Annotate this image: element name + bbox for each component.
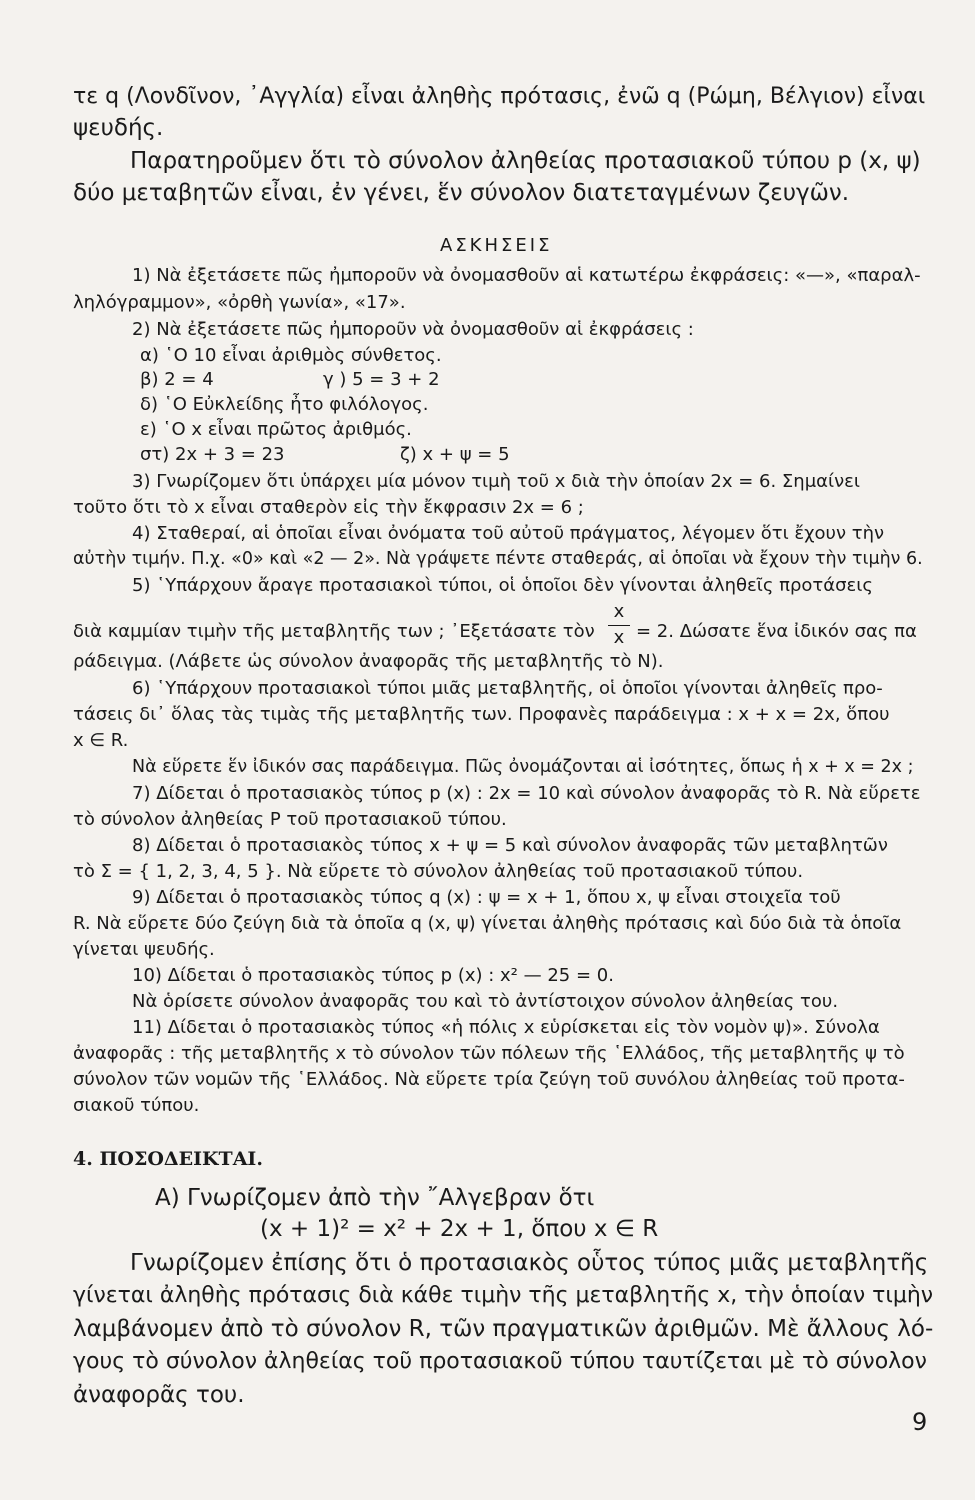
fraction-denominator: x <box>613 627 625 648</box>
exercise-line: 5) ῾Υπάρχουν ἄραγε προτασιακοὶ τύποι, οἱ ὁποῖοι δὲν γίνονται ἀληθεῖς προτάσεις <box>132 575 873 596</box>
section-subtitle: Α) Γνωρίζομεν ἀπὸ τὴν ῎Αλγεβραν ὅτι <box>155 1185 595 1211</box>
exercise-line: 7) Δίδεται ὁ προτασιακὸς τύπος p (x) : 2x = 10 καὶ σύνολον ἀναφορᾶς τὸ R. Νὰ εὕρετε <box>132 783 921 804</box>
fraction-numerator: x <box>613 601 625 622</box>
exercise-line: 11) Δίδεται ὁ προτασιακὸς τύπος «ἡ πόλις x εὑρίσκεται εἰς τὸν νομὸν ψ)». Σύνολα <box>132 1017 880 1038</box>
paragraph-line: Γνωρίζομεν ἐπίσης ὅτι ὁ προτασιακὸς οὗτος τύπος μιᾶς μεταβλητῆς <box>130 1250 929 1276</box>
exercise-line: = 2. Δώσατε ἕνα ἰδικόν σας πα <box>636 621 917 642</box>
exercise-line: 10) Δίδεται ὁ προτασιακὸς τύπος p (x) : x² — 25 = 0. <box>132 965 614 986</box>
intro-line: δύο μεταβητῶν εἶναι, ἐν γένει, ἕν σύνολον διατεταγμένων ζευγῶν. <box>73 180 850 206</box>
fraction-bar <box>608 625 630 626</box>
intro-line: Παρατηροῦμεν ὅτι τὸ σύνολον ἀληθείας προτασιακοῦ τύπου p (x, ψ) <box>130 148 921 174</box>
section-heading: 4. ΠΟΣΟΔΕΙΚΤΑΙ. <box>73 1148 263 1170</box>
exercise-line: α) ῾Ο 10 εἶναι ἀριθμὸς σύνθετος. <box>140 345 442 366</box>
exercise-line: 2) Νὰ ἐξετάσετε πῶς ἠμποροῦν νὰ ὀνομασθοῦν αἱ ἐκφράσεις : <box>132 319 694 340</box>
exercise-line: τὸ Σ = { 1, 2, 3, 4, 5 }. Νὰ εὕρετε τὸ σύνολον ἀληθείας τοῦ προτασιακοῦ τύπου. <box>73 861 804 882</box>
exercise-line: σιακοῦ τύπου. <box>73 1095 200 1116</box>
exercise-line: τὸ σύνολον ἀληθείας P τοῦ προτασιακοῦ τύπου. <box>73 809 507 830</box>
exercise-line: 4) Σταθεραί, αἱ ὁποῖαι εἶναι ὀνόματα τοῦ αὐτοῦ πράγματος, λέγομεν ὅτι ἔχουν τὴν <box>132 523 885 544</box>
exercise-line: R. Νὰ εὕρετε δύο ζεύγη διὰ τὰ ὁποῖα q (x, ψ) γίνεται ἀληθὴς πρότασις καὶ δύο διὰ τὰ ὁποῖα <box>73 913 902 934</box>
exercise-line: δ) ῾Ο Εὐκλείδης ἦτο φιλόλογος. <box>140 394 429 415</box>
exercise-line: Νὰ ὁρίσετε σύνολον ἀναφορᾶς του καὶ τὸ ἀντίστοιχον σύνολον ἀληθείας του. <box>132 991 839 1012</box>
exercise-line: 1) Νὰ ἐξετάσετε πῶς ἠμποροῦν νὰ ὀνομασθοῦν αἱ κατωτέρω ἐκφράσεις: «—», «παραλ- <box>132 265 921 286</box>
exercise-line: τοῦτο ὅτι τὸ x εἶναι σταθερὸν εἰς τὴν ἔκφρασιν 2x = 6 ; <box>73 497 584 518</box>
exercise-line: τάσεις δι᾿ ὅλας τὰς τιμὰς τῆς μεταβλητῆς των. Προφανὲς παράδειγμα : x + x = 2x, ὅπου <box>73 704 890 725</box>
exercise-line: ληλόγραμμον», «ὀρθὴ γωνία», «17». <box>73 292 406 313</box>
exercise-line: στ) 2x + 3 = 23 <box>140 444 285 465</box>
exercise-line: β) 2 = 4 <box>140 369 214 390</box>
intro-line: ψευδής. <box>73 115 164 141</box>
exercise-line: γ ) 5 = 3 + 2 <box>323 369 440 390</box>
paragraph-line: γίνεται ἀληθὴς πρότασις διὰ κάθε τιμὴν τῆς μεταβλητῆς x, τὴν ὁποίαν τιμὴν <box>73 1283 934 1308</box>
exercise-line: 6) ῾Υπάρχουν προτασιακοὶ τύποι μιᾶς μεταβλητῆς, οἱ ὁποῖοι γίνονται ἀληθεῖς προ- <box>132 678 883 699</box>
paragraph-line: ἀναφορᾶς του. <box>73 1382 245 1408</box>
exercise-line: 9) Δίδεται ὁ προτασιακὸς τύπος q (x) : ψ = x + 1, ὅπου x, ψ εἶναι στοιχεῖα τοῦ <box>132 887 841 908</box>
exercise-line: x ∈ R. <box>73 730 129 751</box>
exercise-line: σύνολον τῶν νομῶν τῆς ῾Ελλάδος. Νὰ εὕρετε τρία ζεύγη τοῦ συνόλου ἀληθείας τοῦ προτα- <box>73 1069 905 1090</box>
exercise-line: Νὰ εὕρετε ἕν ἰδικόν σας παράδειγμα. Πῶς ὀνομάζονται αἱ ἰσότητες, ὅπως ἡ x + x = 2x ; <box>132 757 914 777</box>
exercise-line: διὰ καμμίαν τιμὴν τῆς μεταβλητῆς των ; ᾿Εξετάσατε τὸν <box>73 621 595 642</box>
exercise-line: 8) Δίδεται ὁ προτασιακὸς τύπος x + ψ = 5 καὶ σύνολον ἀναφορᾶς τῶν μεταβλητῶν <box>132 835 888 856</box>
exercise-line: ε) ῾Ο x εἶναι πρῶτος ἀριθμός. <box>140 419 412 440</box>
paragraph-line: γους τὸ σύνολον ἀληθείας τοῦ προτασιακοῦ τύπου ταυτίζεται μὲ τὸ σύνολον <box>73 1349 927 1374</box>
exercises-title: ΑΣΚΗΣΕΙΣ <box>440 235 553 256</box>
exercise-line: ζ) x + ψ = 5 <box>400 444 510 465</box>
exercise-line: γίνεται ψευδής. <box>73 939 215 960</box>
formula: (x + 1)² = x² + 2x + 1, ὅπου x ∈ R <box>260 1216 659 1242</box>
exercise-line: ἀναφορᾶς : τῆς μεταβλητῆς x τὸ σύνολον τῶν πόλεων τῆς ῾Ελλάδος, τῆς μεταβλητῆς ψ τὸ <box>73 1043 905 1064</box>
exercise-line: αὐτὴν τιμήν. Π.χ. «0» καὶ «2 — 2». Νὰ γράψετε πέντε σταθεράς, αἱ ὁποῖαι νὰ ἔχουν τὴν τιμὴν 6. <box>73 549 923 569</box>
paragraph-line: λαμβάνομεν ἀπὸ τὸ σύνολον R, τῶν πραγματικῶν ἀριθμῶν. Μὲ ἄλλους λό- <box>73 1316 934 1342</box>
page-number: 9 <box>912 1408 928 1436</box>
intro-line: τε q (Λονδῖνον, ᾿Αγγλία) εἶναι ἀληθὴς πρότασις, ἐνῶ q (Ρώμη, Βέλγιον) εἶναι <box>73 84 926 109</box>
exercise-line: 3) Γνωρίζομεν ὅτι ὑπάρχει μία μόνον τιμὴ τοῦ x διὰ τὴν ὁποίαν 2x = 6. Σημαίνει <box>132 471 860 492</box>
exercise-line: ράδειγμα. (Λάβετε ὡς σύνολον ἀναφορᾶς τῆς μεταβλητῆς τὸ N). <box>73 651 664 672</box>
